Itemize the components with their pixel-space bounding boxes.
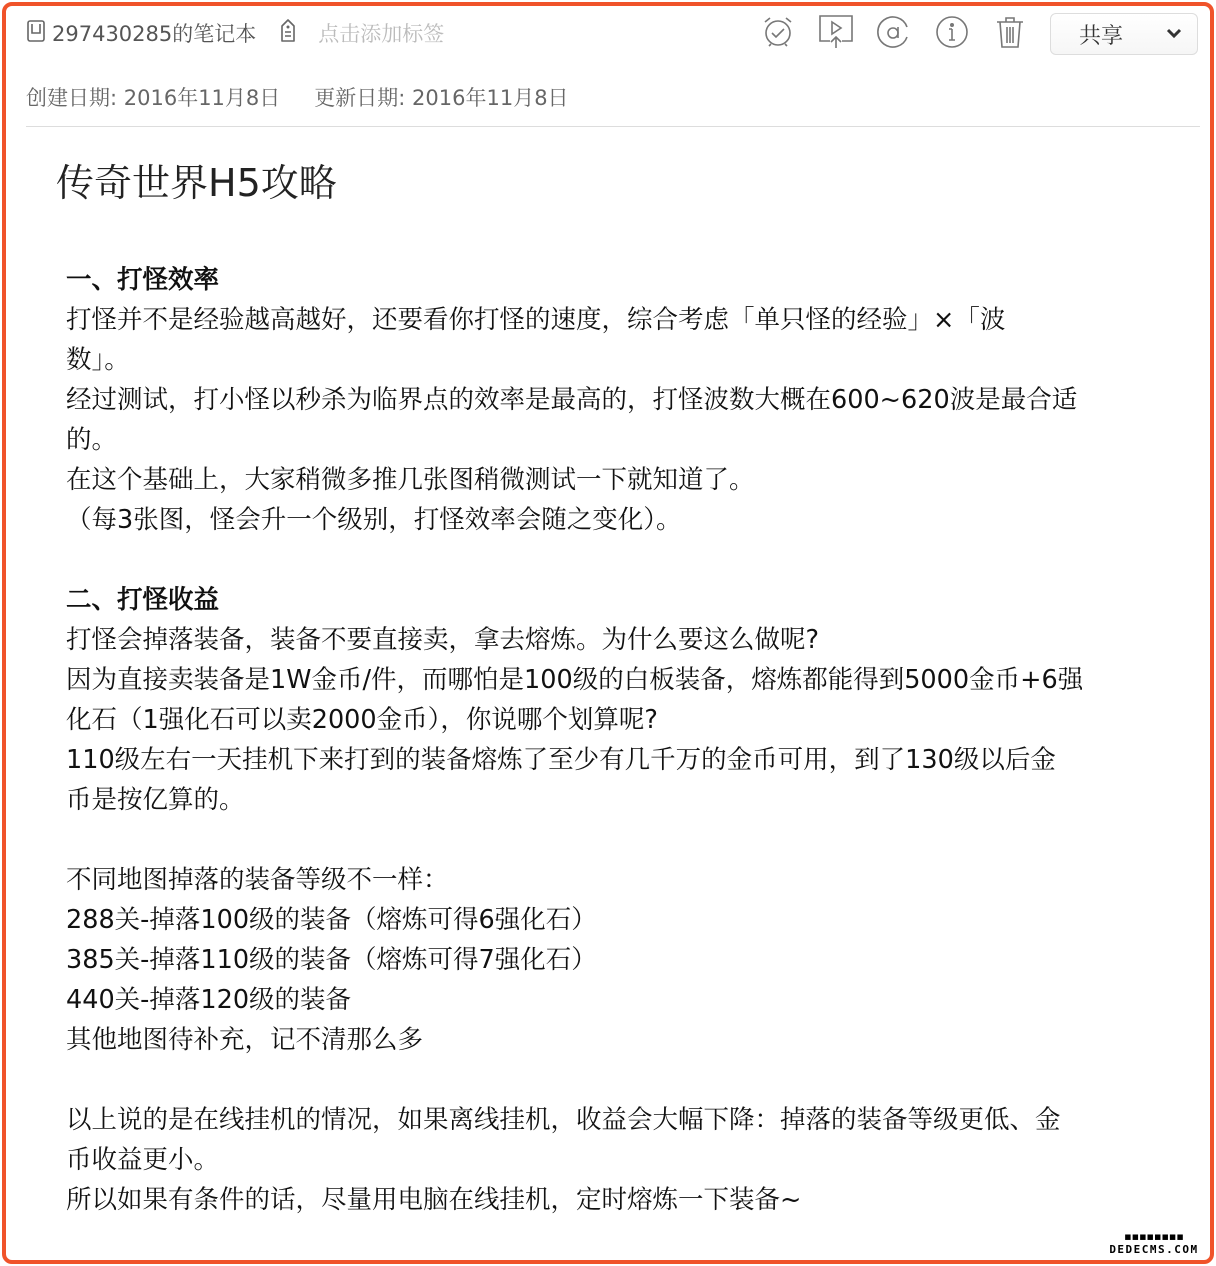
svg-text:▪▪▪▪▪▪▪▪: ▪▪▪▪▪▪▪▪ <box>1124 1230 1184 1243</box>
section-heading: 二、打怪收益 <box>66 585 220 615</box>
note-dates <box>26 82 569 112</box>
share-button[interactable] <box>1050 13 1198 55</box>
note-line: 打怪会掉落装备，装备不要直接卖，拿去熔炼。为什么要这么做呢? <box>66 625 820 655</box>
svg-text:DEDECMS.COM: DEDECMS.COM <box>1109 1243 1199 1255</box>
note-line: 以上说的是在线挂机的情况，如果离线挂机，收益会大幅下降：掉落的装备等级更低、金 <box>66 1105 1061 1135</box>
trash-icon[interactable] <box>992 14 1028 50</box>
notebook-link[interactable]: 297430285的笔记本 <box>52 22 257 46</box>
info-icon[interactable] <box>934 14 970 50</box>
note-line: （每3张图，怪会升一个级别，打怪效率会随之变化）。 <box>66 505 682 535</box>
section-heading: 一、打怪效率 <box>66 265 220 295</box>
alarm-icon[interactable] <box>760 14 796 50</box>
note-line: 数」。 <box>66 345 130 375</box>
note-line: 385关-掉落110级的装备（熔炼可得7强化石） <box>66 945 597 975</box>
note-line: 经过测试，打小怪以秒杀为临界点的效率是最高的，打怪波数大概在600~620波是最合适 <box>66 385 1078 415</box>
chevron-down-icon[interactable] <box>1165 22 1183 50</box>
note-title[interactable]: 传奇世界H5攻略 <box>56 161 337 205</box>
note-line <box>66 540 1083 580</box>
mention-icon[interactable] <box>876 14 912 50</box>
note-line: 打怪并不是经验越高越好，还要看你打怪的速度，综合考虑「单只怪的经验」×「波 <box>66 305 1006 335</box>
note-line: 不同地图掉落的装备等级不一样： <box>66 865 449 895</box>
note-line: 币是按亿算的。 <box>66 785 245 815</box>
note-line: 在这个基础上，大家稍微多推几张图稍微测试一下就知道了。 <box>66 465 755 495</box>
note-line: 因为直接卖装备是1W金币/件，而哪怕是100级的白板装备，熔炼都能得到5000金币+6强 <box>66 665 1084 695</box>
note-line: 的。 <box>66 425 118 455</box>
note-line: 其他地图待补充，记不清那么多 <box>66 1025 424 1055</box>
note-body[interactable] <box>66 260 1083 1220</box>
note-line: 288关-掉落100级的装备（熔炼可得6强化石） <box>66 905 597 935</box>
tag-icon[interactable] <box>278 18 298 49</box>
add-tag-input[interactable]: 点击添加标签 <box>318 22 445 46</box>
notebook-icon <box>26 20 46 47</box>
note-line: 所以如果有条件的话，尽量用电脑在线挂机，定时熔炼一下装备~ <box>66 1185 802 1215</box>
share-label: 共享 <box>1079 23 1124 49</box>
note-line <box>66 1060 1083 1100</box>
note-line: 化石（1强化石可以卖2000金币），你说哪个划算呢? <box>66 705 658 735</box>
created-date: 创建日期: 2016年11月8日 <box>26 86 281 110</box>
note-line: 110级左右一天挂机下来打到的装备熔炼了至少有几千万的金币可用，到了130级以后金 <box>66 745 1056 775</box>
note-line: 币收益更小。 <box>66 1145 220 1175</box>
note-line: 440关-掉落120级的装备 <box>66 985 352 1015</box>
divider <box>26 126 1200 127</box>
present-icon[interactable] <box>818 14 854 50</box>
note-line <box>66 820 1083 860</box>
updated-date: 更新日期: 2016年11月8日 <box>314 86 569 110</box>
note-header <box>26 18 444 48</box>
watermark-logo <box>1104 1229 1204 1258</box>
